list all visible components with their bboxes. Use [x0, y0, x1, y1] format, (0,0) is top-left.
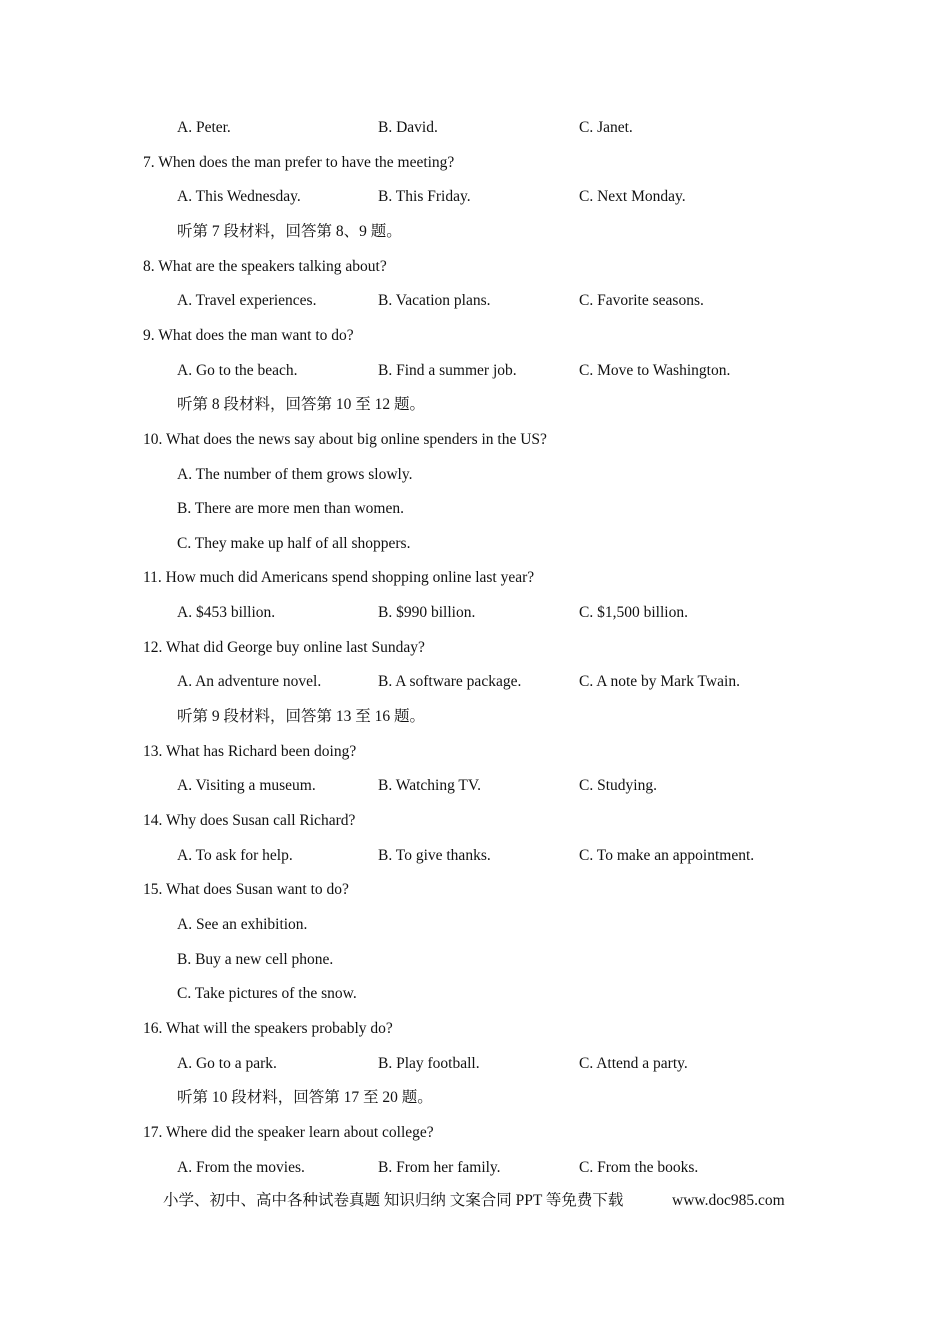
option-b: B. To give thanks.	[378, 847, 491, 864]
option-b: B. $990 billion.	[378, 604, 476, 621]
option-b: B. This Friday.	[378, 188, 471, 205]
option-c: C. Next Monday.	[579, 188, 686, 205]
option-a: A. Travel experiences.	[177, 292, 317, 309]
option-c: C. From the books.	[579, 1159, 699, 1176]
question-text: 7. When does the man prefer to have the meeting?	[143, 154, 455, 171]
question-text: 8. What are the speakers talking about?	[143, 258, 387, 275]
option-a: A. Go to a park.	[177, 1055, 277, 1072]
option-line: C. Take pictures of the snow.	[177, 985, 357, 1002]
option-b: B. Vacation plans.	[378, 292, 491, 309]
option-c: C. Janet.	[579, 119, 633, 136]
section-instruction: 听第 10 段材料，回答第 17 至 20 题。	[177, 1089, 433, 1106]
option-a: A. Visiting a museum.	[177, 777, 316, 794]
option-c: C. Favorite seasons.	[579, 292, 704, 309]
option-c: C. $1,500 billion.	[579, 604, 688, 621]
option-a: A. Go to the beach.	[177, 362, 298, 379]
option-c: C. Move to Washington.	[579, 362, 731, 379]
section-instruction: 听第 9 段材料，回答第 13 至 16 题。	[177, 708, 426, 725]
option-line: A. See an exhibition.	[177, 916, 308, 933]
option-line: B. Buy a new cell phone.	[177, 951, 334, 968]
question-text: 11. How much did Americans spend shopping online last year?	[143, 569, 535, 586]
section-instruction: 听第 8 段材料，回答第 10 至 12 题。	[177, 396, 426, 413]
option-c: C. A note by Mark Twain.	[579, 673, 740, 690]
option-line: B. There are more men than women.	[177, 500, 404, 517]
option-line: A. The number of them grows slowly.	[177, 466, 413, 483]
option-a: A. Peter.	[177, 119, 231, 136]
option-a: A. From the movies.	[177, 1159, 305, 1176]
option-c: C. To make an appointment.	[579, 847, 755, 864]
footer-url: www.doc985.com	[672, 1192, 785, 1209]
section-instruction: 听第 7 段材料，回答第 8、9 题。	[177, 223, 402, 240]
option-a: A. To ask for help.	[177, 847, 293, 864]
footer-text: 小学、初中、高中各种试卷真题 知识归纳 文案合同 PPT 等免费下载	[163, 1192, 624, 1209]
option-c: C. Attend a party.	[579, 1055, 688, 1072]
question-text: 12. What did George buy online last Sunday?	[143, 639, 425, 656]
option-a: A. This Wednesday.	[177, 188, 301, 205]
question-text: 14. Why does Susan call Richard?	[143, 812, 356, 829]
option-b: B. Find a summer job.	[378, 362, 517, 379]
option-c: C. Studying.	[579, 777, 657, 794]
option-b: B. Watching TV.	[378, 777, 481, 794]
option-b: B. A software package.	[378, 673, 522, 690]
option-b: B. David.	[378, 119, 438, 136]
question-text: 10. What does the news say about big online spenders in the US?	[143, 431, 547, 448]
question-text: 17. Where did the speaker learn about college?	[143, 1124, 434, 1141]
question-text: 9. What does the man want to do?	[143, 327, 354, 344]
question-text: 16. What will the speakers probably do?	[143, 1020, 393, 1037]
question-text: 15. What does Susan want to do?	[143, 881, 349, 898]
question-text: 13. What has Richard been doing?	[143, 743, 357, 760]
option-a: A. An adventure novel.	[177, 673, 322, 690]
option-b: B. Play football.	[378, 1055, 480, 1072]
option-line: C. They make up half of all shoppers.	[177, 535, 411, 552]
option-a: A. $453 billion.	[177, 604, 276, 621]
option-b: B. From her family.	[378, 1159, 501, 1176]
